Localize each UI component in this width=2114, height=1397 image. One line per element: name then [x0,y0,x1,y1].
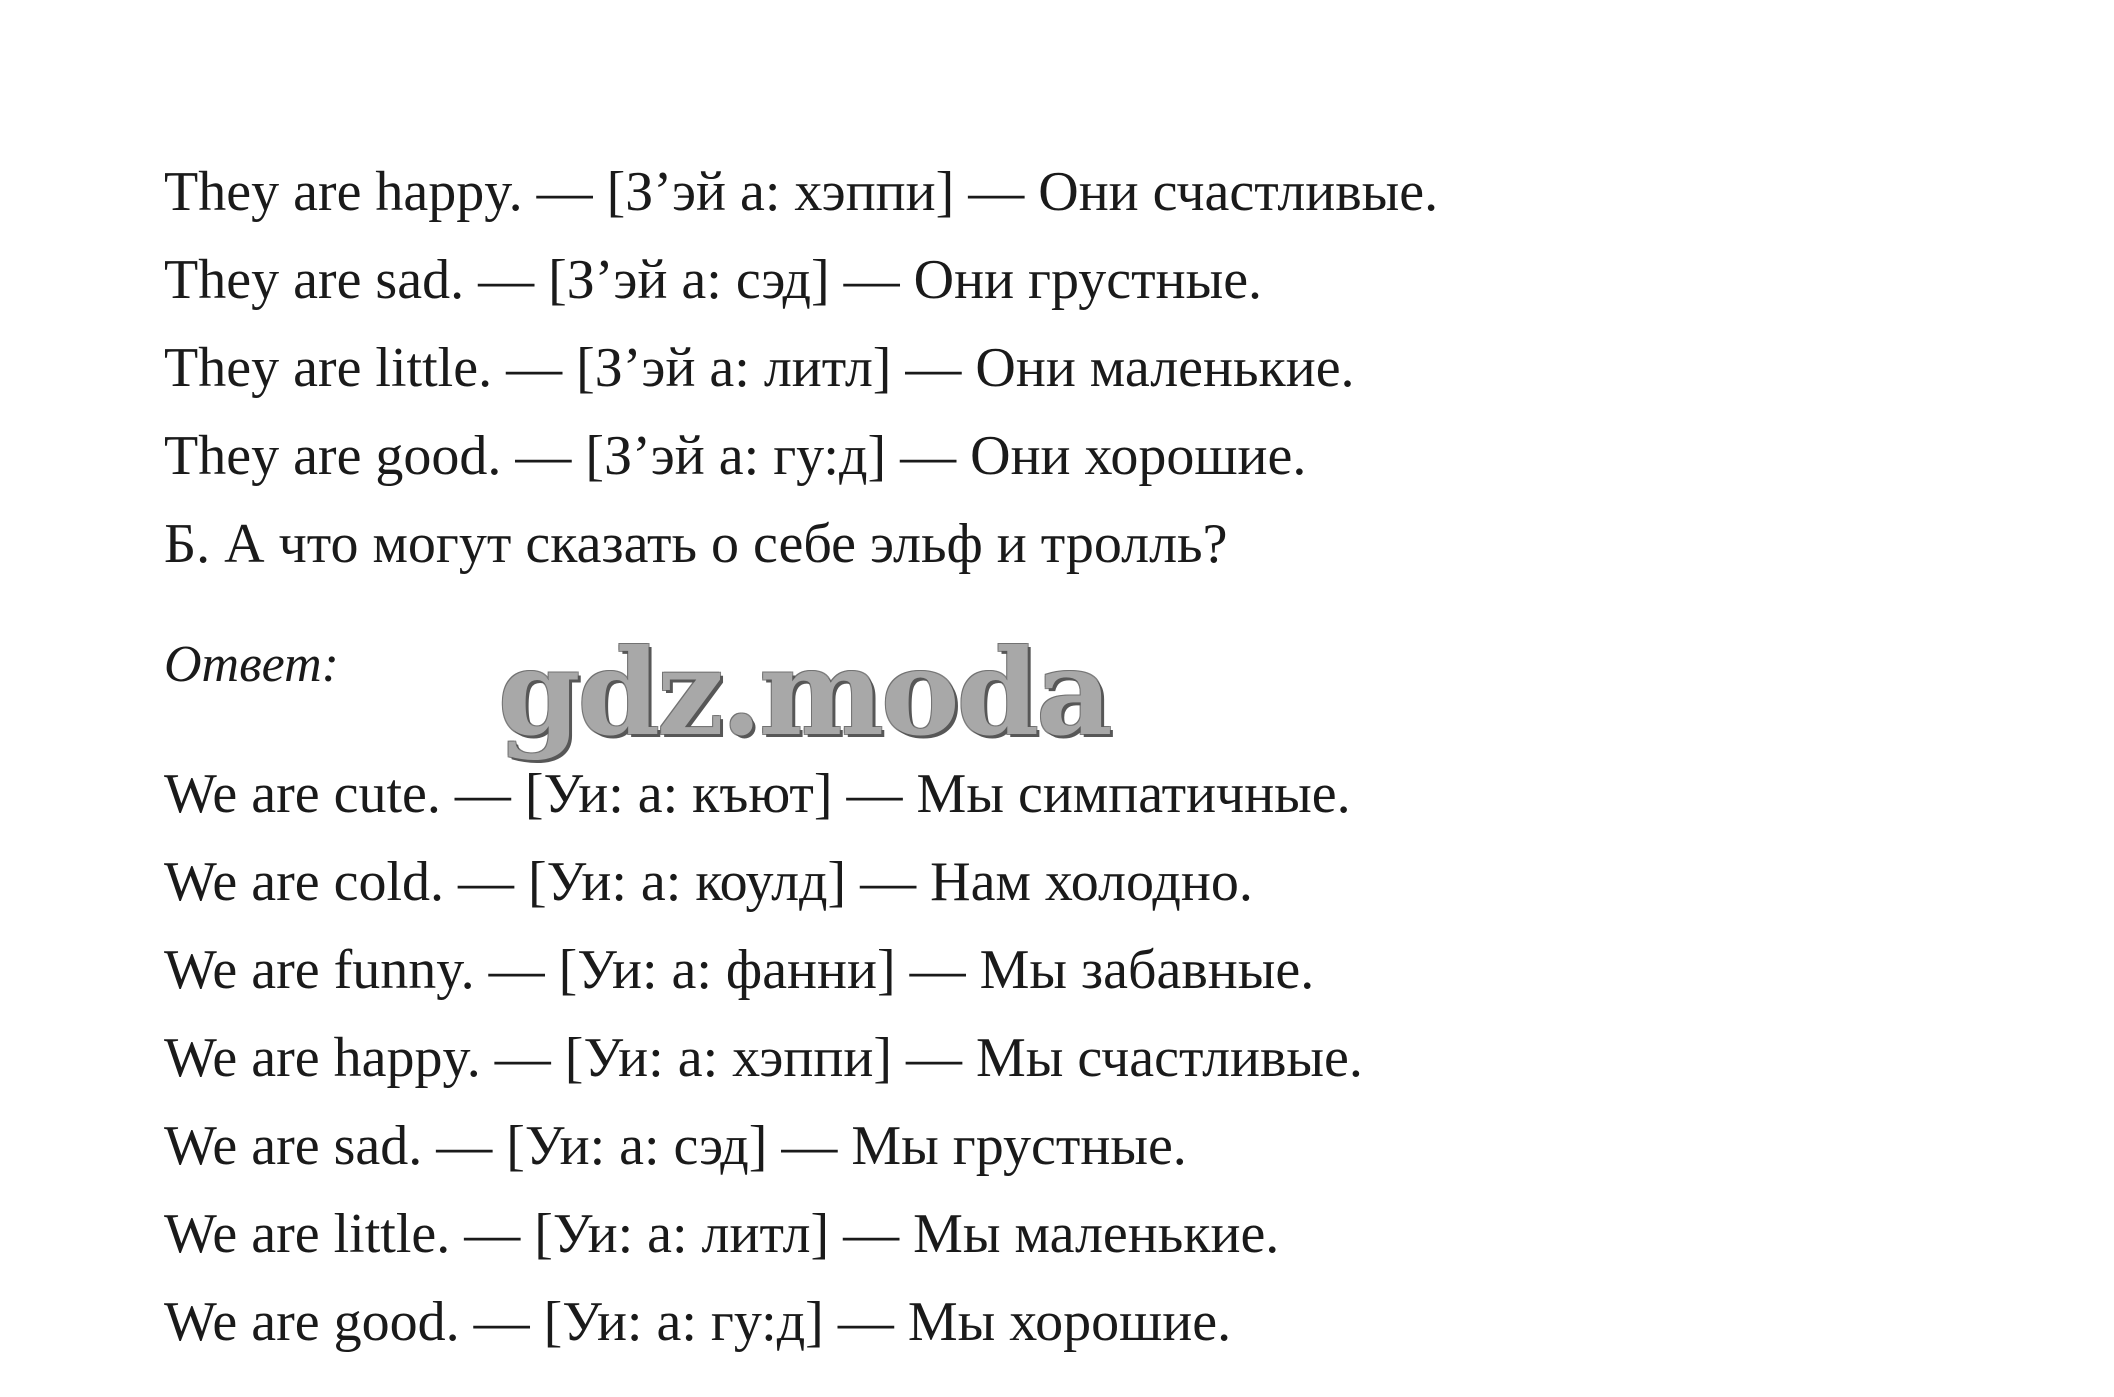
sentence-line: They are sad. — [З’эй а: сэд] — Они грустные. [164,249,1263,311]
sentence-line: We are cute. — [Уи: а: къют] — Мы симпатичные. [164,763,1351,825]
sentence-line: We are good. — [Уи: а: гу:д] — Мы хорошие. [164,1291,1232,1353]
sentence-line: We are happy. — [Уи: а: хэппи] — Мы счастливые. [164,1027,1363,1089]
sentence-line: They are happy. — [З’эй а: хэппи] — Они счастливые. [164,161,1439,223]
answer-label: Ответ: [164,636,339,693]
sentence-line: We are cold. — [Уи: а: коулд] — Нам холодно. [164,851,1253,913]
sentence-line: They are little. — [З’эй а: литл] — Они маленькие. [164,337,1355,399]
sentence-line: We are little. — [Уи: а: литл] — Мы маленькие. [164,1203,1280,1265]
sentence-line: We are sad. — [Уи: а: сэд] — Мы грустные. [164,1115,1187,1177]
sentence-line: We are funny. — [Уи: а: фанни] — Мы забавные. [164,939,1315,1001]
watermark-logo: gdz.moda [498,623,1110,762]
question-line: Б. А что могут сказать о себе эльф и тролль? [164,513,1228,575]
sentence-line: They are good. — [З’эй а: гу:д] — Они хорошие. [164,425,1307,487]
